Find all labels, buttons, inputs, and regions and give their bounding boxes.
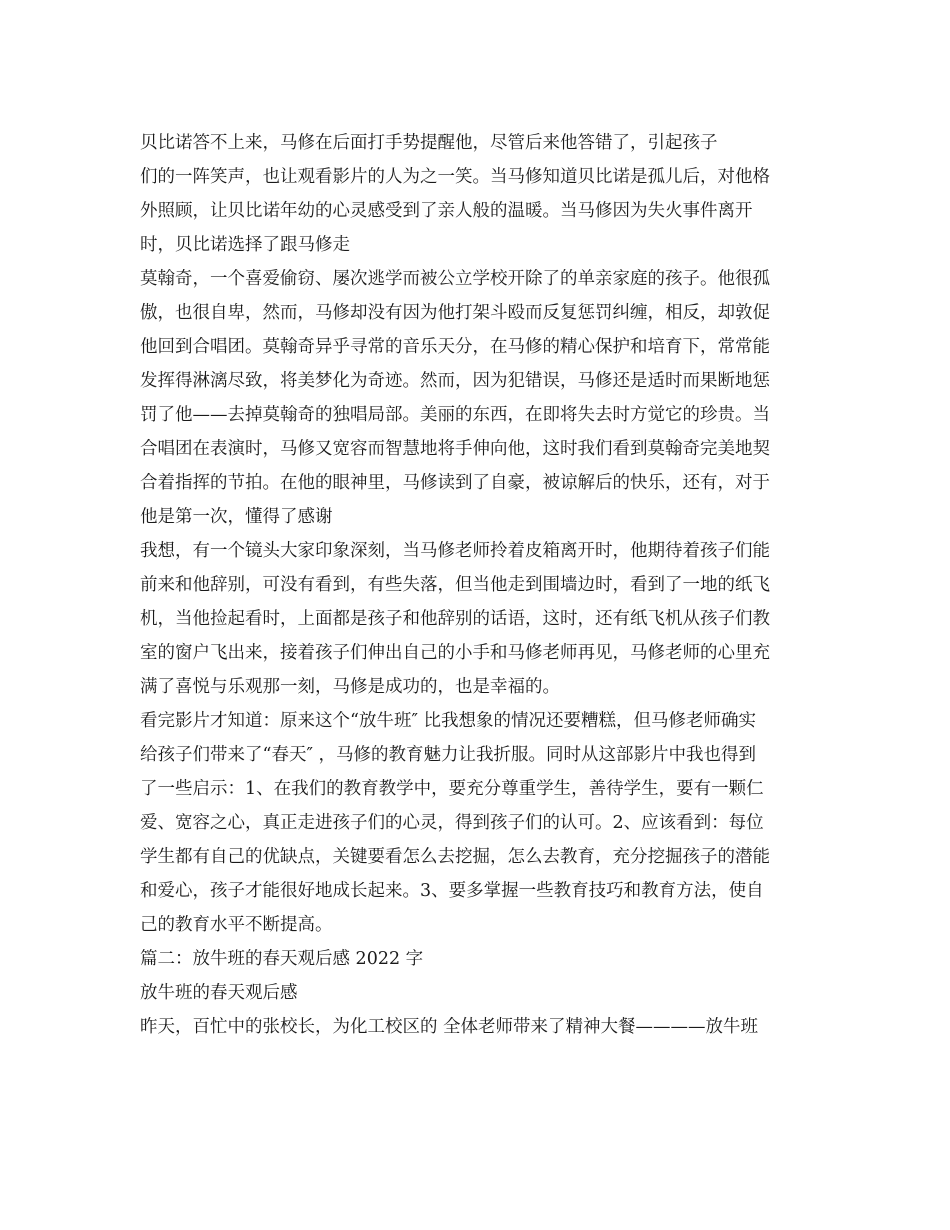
text-line: 爱、宽容之心，真正走进孩子们的心灵，得到孩子们的认可。2、应该看到：每位 bbox=[140, 813, 764, 833]
text-line: 贝比诺答不上来，马修在后面打手势提醒他，尽管后来他答错了，引起孩子 bbox=[140, 133, 718, 153]
text-line: 他是第一次，懂得了感谢 bbox=[140, 507, 333, 527]
text-line: 室的窗户飞出来，接着孩子们伸出自己的小手和马修老师再见，马修老师的心里充 bbox=[140, 643, 770, 663]
text-line: 己的教育水平不断提高。 bbox=[140, 915, 333, 935]
text-line: 们的一阵笑声，也让观看影片的人为之一笑。当马修知道贝比诺是孤儿后，对他格 bbox=[140, 167, 770, 187]
text-line: 前来和他辞别，可没有看到，有些失落，但当他走到围墙边时，看到了一地的纸飞 bbox=[140, 575, 770, 595]
text-line: 莫翰奇，一个喜爱偷窃、屡次逃学而被公立学校开除了的单亲家庭的孩子。他很孤 bbox=[140, 269, 770, 289]
text-line: 他回到合唱团。莫翰奇异乎寻常的音乐天分，在马修的精心保护和培育下，常常能 bbox=[140, 337, 770, 357]
text-line: 发挥得淋漓尽致，将美梦化为奇迹。然而，因为犯错误，马修还是适时而果断地惩 bbox=[140, 371, 770, 391]
text-line: 了一些启示：1、在我们的教育教学中，要充分尊重学生，善待学生，要有一颗仁 bbox=[140, 779, 764, 799]
text-line: 昨天，百忙中的张校长，为化工校区的 全体老师带来了精神大餐————放牛班 bbox=[140, 1017, 759, 1037]
text-line: 合着指挥的节拍。在他的眼神里，马修读到了自豪，被谅解后的快乐，还有，对于 bbox=[140, 473, 770, 493]
text-line: 合唱团在表演时，马修又宽容而智慧地将手伸向他，这时我们看到莫翰奇完美地契 bbox=[140, 439, 770, 459]
text-line: 和爱心，孩子才能很好地成长起来。3、要多掌握一些教育技巧和教育方法，使自 bbox=[140, 881, 764, 901]
text-line: 学生都有自己的优缺点，关键要看怎么去挖掘，怎么去教育，充分挖掘孩子的潜能 bbox=[140, 847, 770, 867]
text-line: 给孩子们带来了“春天″ ，马修的教育魅力让我折服。同时从这部影片中我也得到 bbox=[140, 745, 757, 765]
text-line: 满了喜悦与乐观那一刻，马修是成功的，也是幸福的。 bbox=[140, 677, 560, 697]
text-line: 看完影片才知道：原来这个“放牛班″ 比我想象的情况还要糟糕，但马修老师确实 bbox=[140, 711, 757, 731]
text-line: 我想，有一个镜头大家印象深刻，当马修老师拎着皮箱离开时，他期待着孩子们能 bbox=[140, 541, 770, 561]
section-heading: 篇二：放牛班的春天观后感 2022 字 bbox=[140, 949, 424, 969]
text-line: 外照顾，让贝比诺年幼的心灵感受到了亲人般的温暖。当马修因为失火事件离开 bbox=[140, 201, 753, 221]
text-line: 罚了他——去掉莫翰奇的独唱局部。美丽的东西，在即将失去时方觉它的珍贵。当 bbox=[140, 405, 770, 425]
text-line: 时，贝比诺选择了跟马修走 bbox=[140, 235, 350, 255]
section-subheading: 放牛班的春天观后感 bbox=[140, 983, 298, 1003]
text-line: 机，当他捡起看时，上面都是孩子和他辞别的话语，这时，还有纸飞机从孩子们教 bbox=[140, 609, 770, 629]
text-line: 傲，也很自卑，然而，马修却没有因为他打架斗殴而反复惩罚纠缠，相反，却敦促 bbox=[140, 303, 770, 323]
